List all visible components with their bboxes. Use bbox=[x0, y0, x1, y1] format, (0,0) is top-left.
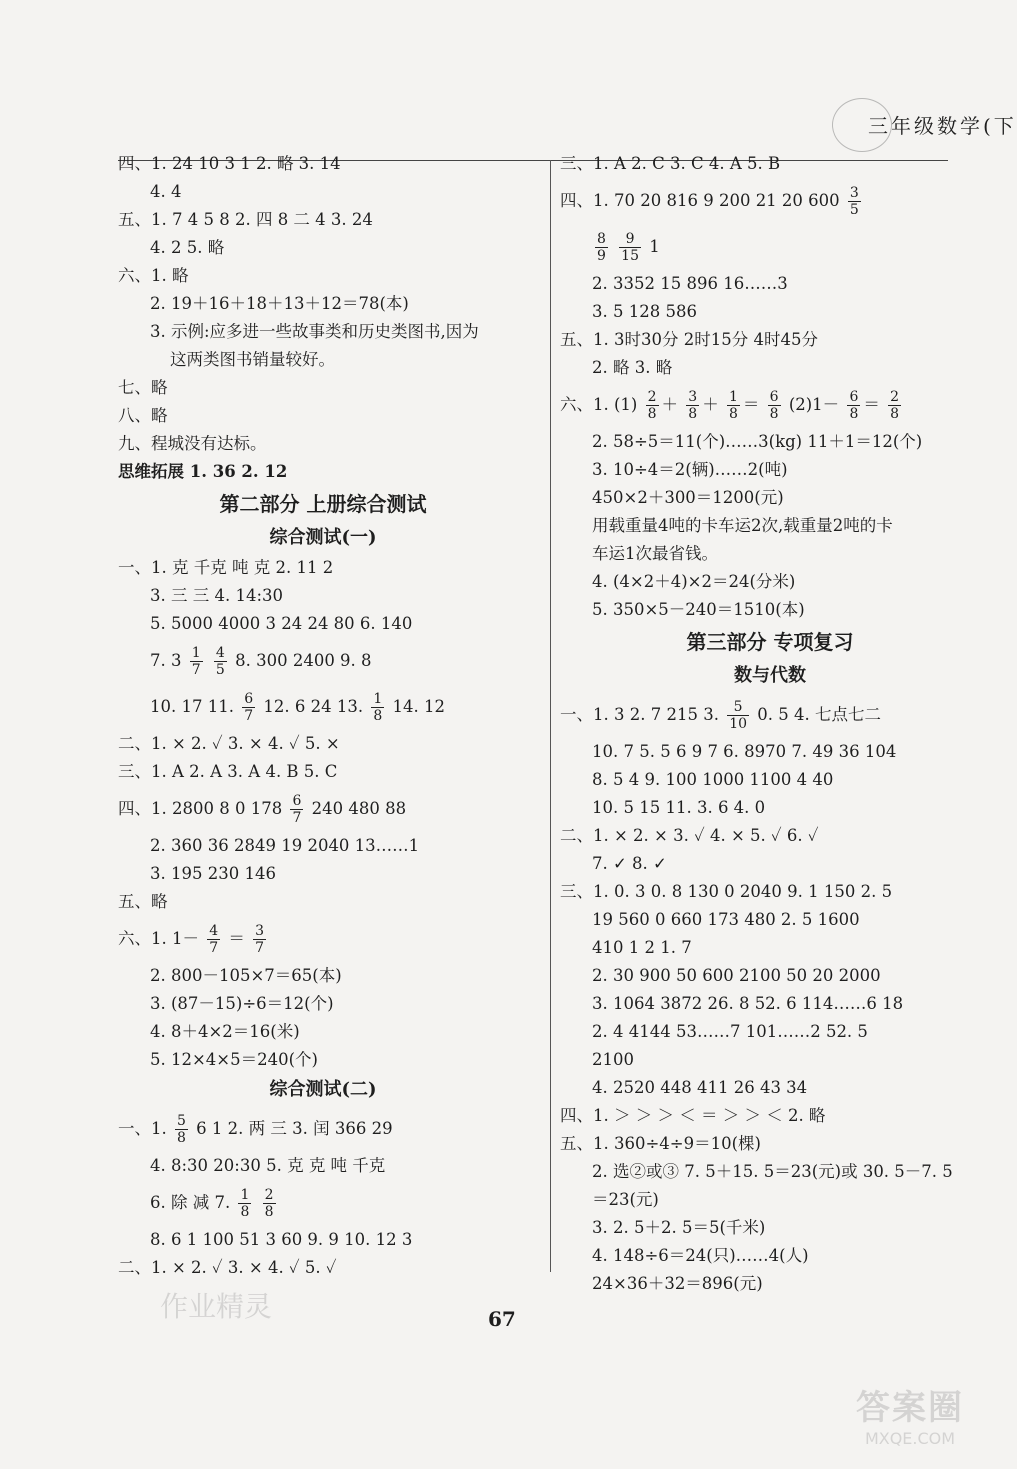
fraction bbox=[263, 1187, 276, 1220]
text: 四、1. 70 20 816 9 200 21 20 600 bbox=[560, 191, 840, 210]
answer-line: 九、程城没有达标。 bbox=[118, 434, 267, 453]
text: 1 bbox=[649, 237, 660, 256]
fraction bbox=[727, 389, 740, 422]
numerator: 2 bbox=[264, 1187, 274, 1203]
fraction bbox=[848, 185, 861, 218]
text: (2)1－ bbox=[788, 395, 840, 414]
answer-line: 3. 1064 3872 26. 8 52. 6 114……6 18 bbox=[592, 994, 904, 1013]
answer-line: 2. 30 900 50 600 2100 50 20 2000 bbox=[592, 966, 881, 985]
fraction bbox=[238, 1187, 251, 1220]
fraction bbox=[595, 231, 608, 264]
answer-line: 4. 2 5. 略 bbox=[150, 238, 225, 257]
section-title: 第三部分 专项复习 bbox=[686, 630, 854, 654]
text: 12. 6 24 13. bbox=[263, 697, 364, 716]
denominator: 5 bbox=[849, 202, 859, 218]
text: 六、1. (1) bbox=[560, 395, 638, 414]
answer-line: 3. 2. 5＋2. 5＝5(千米) bbox=[592, 1218, 766, 1237]
answer-line: 思维拓展 1. 36 2. 12 bbox=[118, 462, 288, 481]
numerator: 4 bbox=[215, 645, 225, 661]
text: 240 480 88 bbox=[311, 799, 407, 818]
numerator: 1 bbox=[373, 691, 383, 707]
text: 六、1. 1－ bbox=[118, 929, 199, 948]
answer-line: 450×2＋300＝1200(元) bbox=[592, 488, 784, 507]
denominator: 9 bbox=[597, 248, 606, 264]
answer-line: ＝23(元) bbox=[592, 1190, 659, 1209]
answer-line: 2. 58÷5＝11(个)……3(kg) 11＋1＝12(个) bbox=[592, 432, 923, 451]
text: 6 1 2. 两 三 3. 闰 366 29 bbox=[196, 1119, 393, 1138]
numerator: 3 bbox=[688, 389, 698, 405]
answer-line bbox=[118, 684, 528, 730]
fraction bbox=[253, 923, 266, 956]
fraction bbox=[214, 645, 227, 678]
answer-line bbox=[560, 692, 980, 738]
numerator: 6 bbox=[292, 793, 302, 809]
fraction bbox=[290, 793, 303, 826]
answer-line: 三、1. A 2. A 3. A 4. B 5. C bbox=[118, 762, 338, 781]
answer-line: 八、略 bbox=[118, 406, 168, 425]
subsection-title: 综合测试(二) bbox=[269, 1079, 377, 1100]
subsection-title: 数与代数 bbox=[734, 665, 806, 686]
fraction bbox=[175, 1113, 188, 1146]
answer-line bbox=[118, 1106, 528, 1152]
answer-line: 4. (4×2＋4)×2＝24(分米) bbox=[592, 572, 796, 591]
numerator: 2 bbox=[647, 389, 657, 405]
watermark-main: 答案圈 bbox=[856, 1388, 964, 1428]
answer-line: 4. 4 bbox=[150, 182, 182, 201]
numerator: 6 bbox=[849, 389, 859, 405]
denominator: 8 bbox=[647, 406, 657, 422]
answer-line: 2. 3352 15 896 16……3 bbox=[592, 274, 788, 293]
answer-line: 24×36＋32＝896(元) bbox=[592, 1274, 763, 1293]
fraction bbox=[888, 389, 901, 422]
denominator: 15 bbox=[621, 248, 639, 264]
watermark-left: 作业精灵 bbox=[160, 1290, 273, 1323]
answer-line: 10. 5 15 11. 3. 6 4. 0 bbox=[592, 798, 766, 817]
answer-line: 二、1. × 2. ✓ 3. × 4. ✓ 5. × bbox=[118, 734, 340, 753]
answer-line: 五、略 bbox=[118, 892, 168, 911]
answer-line: 4. 148÷6＝24(只)……4(人) bbox=[592, 1246, 809, 1265]
page-number: 67 bbox=[488, 1307, 516, 1331]
answer-line: 3. 三 三 4. 14:30 bbox=[150, 586, 284, 605]
answer-line bbox=[560, 178, 980, 224]
text: ＝ bbox=[228, 929, 245, 948]
answer-line: 车运1次最省钱。 bbox=[592, 544, 718, 563]
numerator: 1 bbox=[728, 389, 738, 405]
text: 一、1. 3 2. 7 215 3. bbox=[560, 705, 719, 724]
answer-line: 3. 5 128 586 bbox=[592, 302, 697, 321]
fraction bbox=[190, 645, 203, 678]
denominator: 8 bbox=[769, 406, 779, 422]
numerator: 1 bbox=[240, 1187, 250, 1203]
answer-line: 4. 8:30 20:30 5. 克 克 吨 千克 bbox=[150, 1156, 386, 1175]
answer-line: 2. 略 3. 略 bbox=[592, 358, 673, 377]
numerator: 3 bbox=[255, 923, 265, 939]
answer-line: 2. 19＋16＋18＋13＋12＝78(本) bbox=[150, 294, 409, 313]
fraction bbox=[646, 389, 659, 422]
text: 四、1. 2800 8 0 178 bbox=[118, 799, 283, 818]
right-column bbox=[560, 150, 980, 1298]
answer-line bbox=[118, 786, 528, 832]
text: 8. 300 2400 9. 8 bbox=[235, 651, 372, 670]
answer-line: 8. 5 4 9. 100 1000 1100 4 40 bbox=[592, 770, 834, 789]
answer-line: 五、1. 360÷4÷9＝10(棵) bbox=[560, 1134, 761, 1153]
denominator: 8 bbox=[264, 1204, 274, 1220]
answer-line: 19 560 0 660 173 480 2. 5 1600 bbox=[592, 910, 860, 929]
section-title: 第二部分 上册综合测试 bbox=[219, 492, 427, 516]
answer-line: 一、1. 克 千克 吨 克 2. 11 2 bbox=[118, 558, 334, 577]
denominator: 7 bbox=[292, 810, 302, 826]
answer-line: 410 1 2 1. 7 bbox=[592, 938, 692, 957]
answer-line: 四、1. ＞ ＞ ＞ ＜ ＝ ＞ ＞ ＜ 2. 略 bbox=[560, 1106, 826, 1125]
text: 14. 12 bbox=[392, 697, 446, 716]
denominator: 7 bbox=[255, 940, 265, 956]
answer-line: 七、略 bbox=[118, 378, 168, 397]
text: 6. 除 减 7. bbox=[150, 1193, 231, 1212]
fraction bbox=[768, 389, 781, 422]
numerator: 2 bbox=[890, 389, 900, 405]
answer-line: 2. 4 4144 53……7 101……2 52. 5 bbox=[592, 1022, 868, 1041]
numerator: 5 bbox=[177, 1113, 186, 1129]
answer-line: 2. 选②或③ 7. 5＋15. 5＝23(元)或 30. 5－7. 5 bbox=[592, 1162, 953, 1181]
answer-line: 3. 195 230 146 bbox=[150, 864, 276, 883]
denominator: 7 bbox=[191, 662, 201, 678]
answer-line: 3. 示例:应多进一些故事类和历史类图书,因为 bbox=[150, 322, 479, 341]
text: 0. 5 4. 七点七二 bbox=[757, 705, 881, 724]
answer-line: 7. ✓ 8. ✓ bbox=[592, 854, 667, 873]
answer-line: 六、1. (1) $\frac{2}{8}$ ＋ $\frac{3}{8}$ ＋ $\frac{1}{8}$ ＝ $\frac{6}{8}$ (2)1－ $\frac{6}{8}$ ＝ $\frac{2}{8}$ bbox=[560, 389, 900, 422]
answer-line: 2. 360 36 2849 19 2040 13……1 bbox=[150, 836, 420, 855]
watermark-logo bbox=[830, 1380, 990, 1460]
numerator: 9 bbox=[619, 231, 641, 248]
answer-line: 2. 800－105×7＝65(本) bbox=[150, 966, 342, 985]
denominator: 5 bbox=[215, 662, 225, 678]
answer-line: 2100 bbox=[592, 1050, 634, 1069]
answer-line bbox=[118, 638, 528, 684]
answer-line bbox=[118, 916, 528, 962]
text: 7. 3 bbox=[150, 651, 182, 670]
answer-line: 3. (87－15)÷6＝12(个) bbox=[150, 994, 334, 1013]
denominator: 8 bbox=[240, 1204, 250, 1220]
answer-line bbox=[560, 224, 980, 270]
answer-line: 二、1. × 2. ✓ 3. × 4. ✓ 5. ✓ bbox=[118, 1258, 337, 1277]
answer-line: 二、1. × 2. × 3. ✓ 4. × 5. ✓ 6. ✓ bbox=[560, 826, 819, 845]
answer-line: 三、1. A 2. C 3. C 4. A 5. B bbox=[560, 154, 781, 173]
answer-line: 8. 6 1 100 51 3 60 9. 9 10. 12 3 bbox=[150, 1230, 413, 1249]
fraction bbox=[727, 699, 749, 732]
denominator: 8 bbox=[688, 406, 698, 422]
text: 一、1. bbox=[118, 1119, 167, 1138]
denominator: 7 bbox=[209, 940, 219, 956]
column-divider bbox=[550, 160, 551, 1272]
answer-line: 三、1. 0. 3 0. 8 130 0 2040 9. 1 150 2. 5 bbox=[560, 882, 893, 901]
numerator: 6 bbox=[769, 389, 779, 405]
numerator: 6 bbox=[244, 691, 254, 707]
fraction bbox=[371, 691, 384, 724]
watermark-url: MXQE.COM bbox=[864, 1429, 956, 1448]
denominator: 7 bbox=[244, 708, 254, 724]
answer-line: 10. 7 5. 5 6 9 7 6. 8970 7. 49 36 104 bbox=[592, 742, 897, 761]
answer-line: 4. 8＋4×2＝16(米) bbox=[150, 1022, 300, 1041]
answer-line: 这两类图书销量较好。 bbox=[170, 350, 335, 369]
answer-line: 5. 5000 4000 3 24 24 80 6. 140 bbox=[150, 614, 413, 633]
denominator: 10 bbox=[729, 716, 748, 732]
denominator: 8 bbox=[890, 406, 900, 422]
answer-line: 五、1. 7 4 5 8 2. 四 8 二 4 3. 24 bbox=[118, 210, 373, 229]
answer-line: 四、1. 24 10 3 1 2. 略 3. 14 bbox=[118, 154, 341, 173]
answer-line bbox=[118, 1180, 528, 1226]
answer-line: 5. 12×4×5＝240(个) bbox=[150, 1050, 318, 1069]
fraction bbox=[847, 389, 860, 422]
denominator: 8 bbox=[728, 406, 738, 422]
fraction bbox=[207, 923, 220, 956]
answer-line: 用载重量4吨的卡车运2次,载重量2吨的卡 bbox=[592, 516, 893, 535]
left-column bbox=[118, 150, 528, 1282]
numerator: 4 bbox=[209, 923, 219, 939]
numerator: 8 bbox=[597, 231, 606, 247]
answer-line: 六、1. 略 bbox=[118, 266, 189, 285]
answer-line: 5. 350×5－240＝1510(本) bbox=[592, 600, 805, 619]
numerator: 3 bbox=[849, 185, 859, 201]
denominator: 8 bbox=[177, 1130, 186, 1146]
subsection-title: 综合测试(一) bbox=[269, 527, 377, 548]
numerator: 1 bbox=[191, 645, 201, 661]
answer-line: 4. 2520 448 411 26 43 34 bbox=[592, 1078, 808, 1097]
fraction bbox=[686, 389, 699, 422]
answer-line: 3. 10÷4＝2(辆)……2(吨) bbox=[592, 460, 788, 479]
denominator: 8 bbox=[849, 406, 859, 422]
numerator: 5 bbox=[727, 699, 749, 716]
answer-line: 五、1. 3时30分 2时15分 4时45分 bbox=[560, 330, 818, 349]
fraction bbox=[619, 231, 641, 264]
denominator: 8 bbox=[373, 708, 383, 724]
fraction bbox=[242, 691, 255, 724]
text: 10. 17 11. bbox=[150, 697, 234, 716]
header-title: 三年级数学(下 bbox=[868, 114, 1017, 138]
